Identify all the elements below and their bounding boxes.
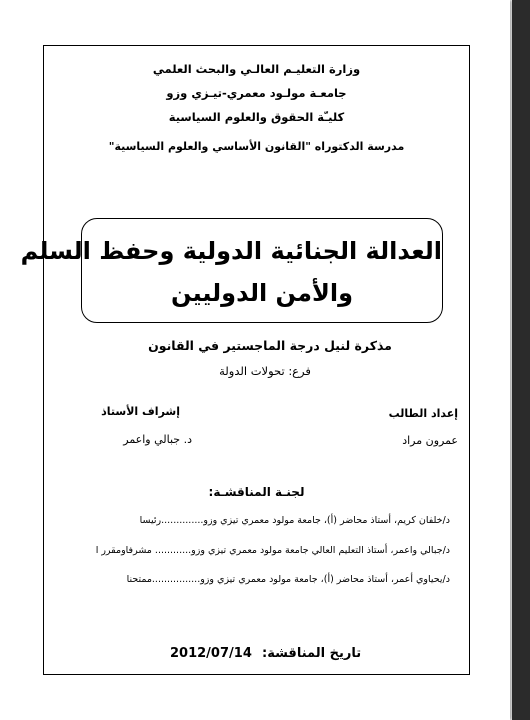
branch-line: فرع: تحولات الدولة — [219, 364, 311, 378]
supervisor-name: د. جبالي واعمر — [123, 433, 192, 446]
defense-date-value: 2012/07/14 — [170, 646, 252, 661]
committee-member-1: د/خلفان كريم، أستاذ محاضر (أ)، جامعة مولود معمري تيزي وزو..............رئيسا — [139, 515, 450, 526]
degree-line: مذكرة لنيل درجة الماجستير في القانون — [148, 338, 392, 353]
faculty-line: كليـّة الحقوق والعلوم السياسية — [168, 110, 345, 124]
title-box — [20, 218, 443, 323]
committee-member-3: د/يحياوي أعمر، أستاذ محاضر (أ)، جامعة مولود معمري تيزي وزو................ممتحنا — [126, 574, 450, 585]
committee-heading: لجنـة المناقشـة: — [208, 485, 305, 499]
ministry-line: وزارة التعليـم العالـي والبحث العلمي — [152, 62, 361, 76]
student-heading: إعداد الطالب — [388, 407, 458, 420]
university-line: جامعـة مولـود معمري-تيـزي وزو — [166, 86, 347, 100]
thesis-title-line-2: والأمن الدوليين — [170, 279, 354, 307]
thesis-title-line-1: العدالة الجنائية الدولية وحفظ السلم — [20, 237, 442, 265]
vertical-scrollbar[interactable] — [512, 0, 530, 720]
student-name: عمرون مراد — [402, 434, 458, 447]
defense-date-label: تاريخ المناقشة: — [262, 646, 362, 661]
committee-member-2: د/جبالي واعمر، أستاذ التعليم العالي جامعة مولود معمري تيزي وزو............ مشرفاومقرر ا — [95, 545, 450, 556]
doctoral-school-line: مدرسة الدكتوراه "القانون الأساسي والعلوم السياسية" — [108, 140, 405, 153]
supervisor-heading: إشراف الأستاذ — [101, 405, 180, 418]
